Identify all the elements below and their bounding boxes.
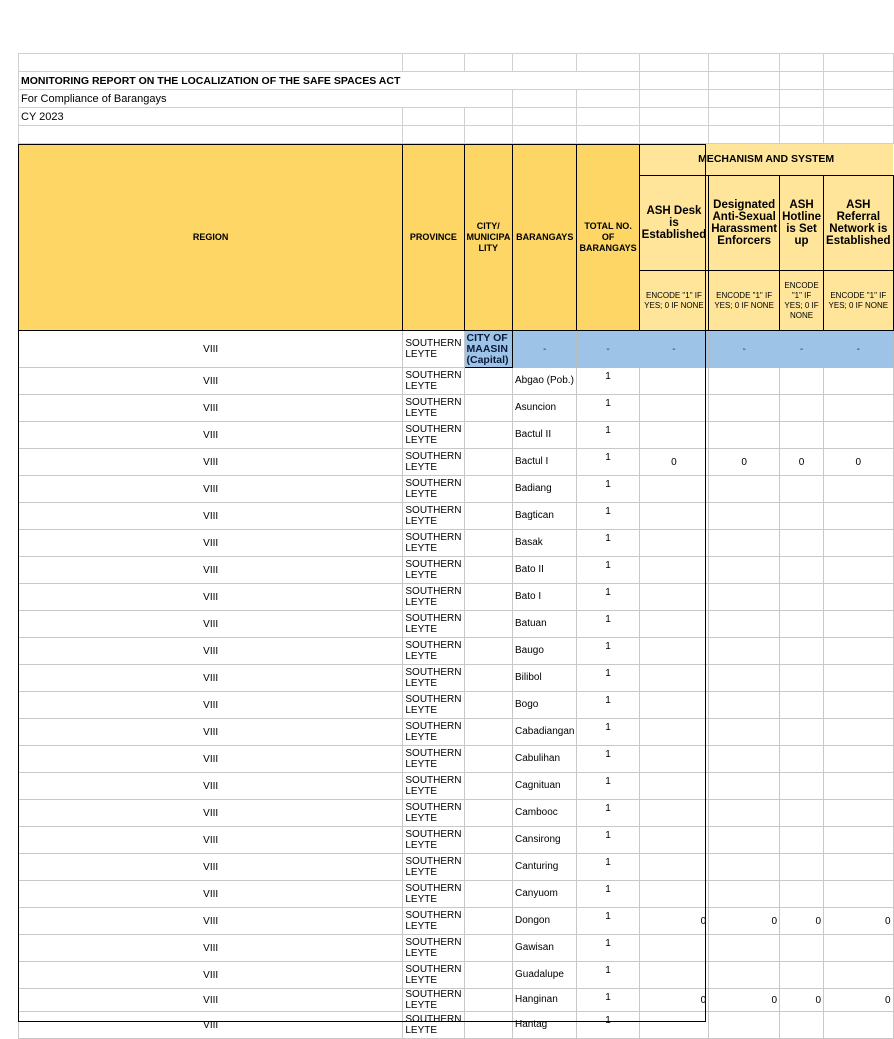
table-row-city — [19, 331, 894, 368]
cell-city[interactable] — [464, 449, 512, 476]
cell-hotline[interactable] — [780, 935, 824, 962]
cell-region[interactable]: VIII — [19, 611, 403, 638]
cell-hotline[interactable]: 0 — [780, 989, 824, 1012]
cell-ash-desk[interactable] — [639, 1012, 709, 1039]
cell-referral[interactable] — [824, 503, 894, 530]
cell-province[interactable]: SOUTHERN LEYTE — [403, 665, 464, 692]
cell-enforcers[interactable] — [709, 530, 780, 557]
cell-barangay[interactable]: Abgao (Pob.) — [512, 368, 577, 395]
cell-referral[interactable] — [824, 638, 894, 665]
cell-referral[interactable] — [824, 476, 894, 503]
cell-hotline[interactable] — [780, 719, 824, 746]
table-row — [19, 503, 894, 530]
cell-province[interactable]: SOUTHERN LEYTE — [403, 449, 464, 476]
cell-referral[interactable] — [824, 395, 894, 422]
cell-ash-desk[interactable] — [639, 692, 709, 719]
cell-city[interactable] — [464, 557, 512, 584]
cell-hotline[interactable] — [780, 584, 824, 611]
cell-hotline[interactable]: - — [780, 331, 824, 368]
cell-province[interactable]: SOUTHERN LEYTE — [403, 611, 464, 638]
cell-barangay[interactable]: Bagtican — [512, 503, 577, 530]
cell-enforcers[interactable]: - — [709, 331, 780, 368]
cell-barangay[interactable]: Cabulihan — [512, 746, 577, 773]
header-total[interactable]: TOTAL NO. OF BARANGAYS — [577, 144, 639, 331]
cell-enforcers[interactable] — [709, 719, 780, 746]
cell-city[interactable] — [464, 908, 512, 935]
cell-ash-desk[interactable] — [639, 746, 709, 773]
cell-hotline[interactable] — [780, 557, 824, 584]
cell-region[interactable]: VIII — [19, 935, 403, 962]
table-row — [19, 557, 894, 584]
cell-hotline[interactable] — [780, 476, 824, 503]
cell-province[interactable]: SOUTHERN LEYTE — [403, 368, 464, 395]
cell-barangay[interactable]: Cabadiangan — [512, 719, 577, 746]
cell-province[interactable]: SOUTHERN LEYTE — [403, 530, 464, 557]
cell-total[interactable]: 1 — [577, 449, 639, 476]
cell-enforcers[interactable] — [709, 557, 780, 584]
cell-barangay[interactable]: Bato II — [512, 557, 577, 584]
cell-region[interactable]: VIII — [19, 665, 403, 692]
cell-total[interactable]: 1 — [577, 395, 639, 422]
cell-hotline[interactable] — [780, 746, 824, 773]
cell-region[interactable]: VIII — [19, 368, 403, 395]
cell-region[interactable]: VIII — [19, 854, 403, 881]
cell-ash-desk[interactable] — [639, 611, 709, 638]
cell-barangay[interactable]: Batuan — [512, 611, 577, 638]
cell-barangay[interactable]: Gawisan — [512, 935, 577, 962]
cell-enforcers[interactable] — [709, 584, 780, 611]
cell-enforcers[interactable]: 0 — [709, 449, 780, 476]
header-enforcers[interactable]: Designated Anti-Sexual Harassment Enforcers — [709, 176, 780, 271]
cell-hotline[interactable] — [780, 773, 824, 800]
cell-total[interactable]: 1 — [577, 881, 639, 908]
cell-province[interactable]: SOUTHERN LEYTE — [403, 638, 464, 665]
cell-province[interactable]: SOUTHERN LEYTE — [403, 692, 464, 719]
cell-region[interactable]: VIII — [19, 1012, 403, 1039]
cell-referral[interactable]: - — [824, 331, 894, 368]
cell-total[interactable]: 1 — [577, 719, 639, 746]
cell-city[interactable] — [464, 827, 512, 854]
cell-hotline[interactable] — [780, 854, 824, 881]
cell-city[interactable] — [464, 503, 512, 530]
cell-ash-desk[interactable] — [639, 800, 709, 827]
header-encode-desk[interactable]: ENCODE "1" IF YES; 0 IF NONE — [639, 271, 709, 331]
table-row — [19, 449, 894, 476]
cell-region[interactable]: VIII — [19, 989, 403, 1012]
cell-barangay[interactable]: Dongon — [512, 908, 577, 935]
cell-barangay[interactable]: Bactul II — [512, 422, 577, 449]
cell-enforcers[interactable] — [709, 1012, 780, 1039]
report-year[interactable]: CY 2023 — [19, 108, 403, 126]
cell-region[interactable]: VIII — [19, 773, 403, 800]
spreadsheet — [18, 53, 894, 1039]
cell-hotline[interactable] — [780, 692, 824, 719]
cell-referral[interactable] — [824, 800, 894, 827]
cell-city[interactable] — [464, 665, 512, 692]
cell-region[interactable]: VIII — [19, 908, 403, 935]
report-subtitle[interactable]: For Compliance of Barangays — [19, 90, 403, 108]
cell-region[interactable]: VIII — [19, 827, 403, 854]
cell-province[interactable]: SOUTHERN LEYTE — [403, 827, 464, 854]
table-row — [19, 719, 894, 746]
cell-region[interactable]: VIII — [19, 557, 403, 584]
cell-total[interactable]: 1 — [577, 773, 639, 800]
cell-region[interactable]: VIII — [19, 881, 403, 908]
cell-city[interactable] — [464, 638, 512, 665]
cell-enforcers[interactable] — [709, 503, 780, 530]
cell-province[interactable]: SOUTHERN LEYTE — [403, 989, 464, 1012]
cell-city[interactable] — [464, 962, 512, 989]
cell-hotline[interactable] — [780, 530, 824, 557]
cell-province[interactable]: SOUTHERN LEYTE — [403, 1012, 464, 1039]
cell-referral[interactable] — [824, 557, 894, 584]
cell-hotline[interactable]: 0 — [780, 908, 824, 935]
cell-region[interactable]: VIII — [19, 692, 403, 719]
cell-total[interactable]: 1 — [577, 827, 639, 854]
cell-province[interactable]: SOUTHERN LEYTE — [403, 719, 464, 746]
cell-referral[interactable] — [824, 746, 894, 773]
header-mechanism-group[interactable]: MECHANISM AND SYSTEM — [639, 144, 893, 176]
cell-region[interactable]: VIII — [19, 962, 403, 989]
cell-province[interactable]: SOUTHERN LEYTE — [403, 746, 464, 773]
cell-region[interactable]: VIII — [19, 476, 403, 503]
cell-total[interactable]: 1 — [577, 665, 639, 692]
cell-total[interactable]: 1 — [577, 422, 639, 449]
table-row — [19, 800, 894, 827]
cell-referral[interactable] — [824, 692, 894, 719]
cell-city[interactable] — [464, 530, 512, 557]
cell-enforcers[interactable] — [709, 422, 780, 449]
cell-province[interactable]: SOUTHERN LEYTE — [403, 800, 464, 827]
cell-ash-desk[interactable] — [639, 935, 709, 962]
cell-referral[interactable] — [824, 530, 894, 557]
cell-ash-desk[interactable] — [639, 962, 709, 989]
cell-hotline[interactable] — [780, 611, 824, 638]
cell-enforcers[interactable]: 0 — [709, 908, 780, 935]
cell-ash-desk[interactable] — [639, 719, 709, 746]
cell-enforcers[interactable] — [709, 746, 780, 773]
cell-total[interactable]: 1 — [577, 692, 639, 719]
cell-barangay[interactable]: Basak — [512, 530, 577, 557]
cell-enforcers[interactable] — [709, 692, 780, 719]
cell-referral[interactable] — [824, 719, 894, 746]
cell-region[interactable]: VIII — [19, 503, 403, 530]
cell-referral[interactable] — [824, 665, 894, 692]
table-row — [19, 368, 894, 395]
header-referral[interactable]: ASH Referral Network is Established — [824, 176, 894, 271]
cell-ash-desk[interactable] — [639, 503, 709, 530]
table-row — [19, 638, 894, 665]
cell-hotline[interactable] — [780, 422, 824, 449]
cell-referral[interactable] — [824, 881, 894, 908]
report-title[interactable]: MONITORING REPORT ON THE LOCALIZATION OF THE SAFE SPACES ACT — [19, 72, 403, 90]
cell-barangay[interactable]: Hantag — [512, 1012, 577, 1039]
cell-barangay[interactable]: Cagnituan — [512, 773, 577, 800]
cell-total[interactable]: 1 — [577, 908, 639, 935]
cell-ash-desk[interactable] — [639, 638, 709, 665]
cell-ash-desk[interactable] — [639, 773, 709, 800]
table-row — [19, 908, 894, 935]
table-row — [19, 584, 894, 611]
cell-enforcers[interactable] — [709, 476, 780, 503]
report-table — [18, 53, 894, 1039]
cell-province[interactable]: SOUTHERN LEYTE — [403, 503, 464, 530]
cell-enforcers[interactable] — [709, 827, 780, 854]
cell-city[interactable] — [464, 1012, 512, 1039]
cell-referral[interactable]: 0 — [824, 449, 894, 476]
cell-ash-desk[interactable]: 0 — [639, 908, 709, 935]
cell-region[interactable]: VIII — [19, 530, 403, 557]
table-row — [19, 935, 894, 962]
cell-barangay[interactable]: - — [512, 331, 577, 368]
cell-region[interactable]: VIII — [19, 638, 403, 665]
cell-enforcers[interactable] — [709, 881, 780, 908]
cell-ash-desk[interactable] — [639, 530, 709, 557]
cell-ash-desk[interactable]: 0 — [639, 449, 709, 476]
cell-hotline[interactable]: 0 — [780, 449, 824, 476]
cell-city[interactable] — [464, 989, 512, 1012]
cell-enforcers[interactable] — [709, 773, 780, 800]
header-encode-hotline[interactable]: ENCODE "1" IF YES; 0 IF NONE — [780, 271, 824, 331]
cell-barangay[interactable]: Badiang — [512, 476, 577, 503]
header-hotline[interactable]: ASH Hotline is Set up — [780, 176, 824, 271]
cell-city[interactable]: CITY OF MAASIN (Capital) — [464, 331, 512, 368]
cell-barangay[interactable]: Cambooc — [512, 800, 577, 827]
cell-enforcers[interactable] — [709, 935, 780, 962]
cell-region[interactable]: VIII — [19, 746, 403, 773]
table-row — [19, 854, 894, 881]
cell-city[interactable] — [464, 368, 512, 395]
table-row — [19, 530, 894, 557]
cell-referral[interactable] — [824, 854, 894, 881]
cell-hotline[interactable] — [780, 1012, 824, 1039]
cell-hotline[interactable] — [780, 800, 824, 827]
cell-ash-desk[interactable] — [639, 395, 709, 422]
table-row — [19, 746, 894, 773]
cell-barangay[interactable]: Asuncion — [512, 395, 577, 422]
cell-city[interactable] — [464, 935, 512, 962]
header-city[interactable]: CITY/ MUNICIPA LITY — [464, 144, 512, 331]
cell-enforcers[interactable] — [709, 854, 780, 881]
cell-region[interactable]: VIII — [19, 800, 403, 827]
cell-referral[interactable] — [824, 962, 894, 989]
cell-enforcers[interactable] — [709, 395, 780, 422]
cell-referral[interactable] — [824, 935, 894, 962]
cell-ash-desk[interactable] — [639, 476, 709, 503]
table-row — [19, 422, 894, 449]
cell-total[interactable]: 1 — [577, 584, 639, 611]
cell-city[interactable] — [464, 800, 512, 827]
table-row — [19, 827, 894, 854]
table-row — [19, 881, 894, 908]
cell-province[interactable]: SOUTHERN LEYTE — [403, 773, 464, 800]
cell-ash-desk[interactable] — [639, 368, 709, 395]
table-row — [19, 665, 894, 692]
cell-enforcers[interactable]: 0 — [709, 989, 780, 1012]
cell-barangay[interactable]: Cansirong — [512, 827, 577, 854]
cell-region[interactable]: VIII — [19, 719, 403, 746]
cell-total[interactable]: 1 — [577, 638, 639, 665]
cell-total[interactable]: 1 — [577, 503, 639, 530]
cell-hotline[interactable] — [780, 638, 824, 665]
cell-referral[interactable]: 0 — [824, 989, 894, 1012]
cell-ash-desk[interactable]: - — [639, 331, 709, 368]
cell-enforcers[interactable] — [709, 962, 780, 989]
cell-total[interactable]: 1 — [577, 530, 639, 557]
cell-region[interactable]: VIII — [19, 449, 403, 476]
cell-city[interactable] — [464, 854, 512, 881]
cell-province[interactable]: SOUTHERN LEYTE — [403, 854, 464, 881]
cell-province[interactable]: SOUTHERN LEYTE — [403, 584, 464, 611]
cell-total[interactable]: 1 — [577, 611, 639, 638]
cell-referral[interactable] — [824, 773, 894, 800]
cell-total[interactable]: - — [577, 331, 639, 368]
cell-barangay[interactable]: Bogo — [512, 692, 577, 719]
cell-ash-desk[interactable] — [639, 422, 709, 449]
cell-region[interactable]: VIII — [19, 395, 403, 422]
cell-province[interactable]: SOUTHERN LEYTE — [403, 881, 464, 908]
cell-total[interactable]: 1 — [577, 962, 639, 989]
cell-enforcers[interactable] — [709, 800, 780, 827]
header-region[interactable]: REGION — [19, 144, 403, 331]
header-ash-desk[interactable]: ASH Desk is Established — [639, 176, 709, 271]
cell-province[interactable]: SOUTHERN LEYTE — [403, 422, 464, 449]
cell-hotline[interactable] — [780, 962, 824, 989]
cell-province[interactable]: SOUTHERN LEYTE — [403, 331, 464, 368]
cell-city[interactable] — [464, 395, 512, 422]
cell-ash-desk[interactable] — [639, 557, 709, 584]
cell-referral[interactable] — [824, 584, 894, 611]
table-header — [19, 144, 894, 331]
cell-barangay[interactable]: Guadalupe — [512, 962, 577, 989]
table-row — [19, 395, 894, 422]
cell-ash-desk[interactable] — [639, 584, 709, 611]
cell-city[interactable] — [464, 422, 512, 449]
cell-total[interactable]: 1 — [577, 557, 639, 584]
table-row — [19, 611, 894, 638]
cell-total[interactable]: 1 — [577, 989, 639, 1012]
table-row — [19, 962, 894, 989]
cell-hotline[interactable] — [780, 368, 824, 395]
header-encode-referral[interactable]: ENCODE "1" IF YES; 0 IF NONE — [824, 271, 894, 331]
cell-enforcers[interactable] — [709, 368, 780, 395]
cell-barangay[interactable]: Baugo — [512, 638, 577, 665]
cell-hotline[interactable] — [780, 827, 824, 854]
header-province[interactable]: PROVINCE — [403, 144, 464, 331]
header-encode-enforcers[interactable]: ENCODE "1" IF YES; 0 IF NONE — [709, 271, 780, 331]
cell-barangay[interactable]: Hanginan — [512, 989, 577, 1012]
table-row — [19, 989, 894, 1012]
cell-barangay[interactable]: Canyuom — [512, 881, 577, 908]
cell-province[interactable]: SOUTHERN LEYTE — [403, 962, 464, 989]
cell-city[interactable] — [464, 692, 512, 719]
cell-city[interactable] — [464, 773, 512, 800]
cell-city[interactable] — [464, 881, 512, 908]
cell-total[interactable]: 1 — [577, 1012, 639, 1039]
cell-referral[interactable] — [824, 611, 894, 638]
cell-region[interactable]: VIII — [19, 331, 403, 368]
table-row — [19, 476, 894, 503]
cell-total[interactable]: 1 — [577, 800, 639, 827]
cell-barangay[interactable]: Canturing — [512, 854, 577, 881]
cell-ash-desk[interactable] — [639, 881, 709, 908]
cell-referral[interactable] — [824, 422, 894, 449]
cell-barangay[interactable]: Bactul I — [512, 449, 577, 476]
cell-enforcers[interactable] — [709, 638, 780, 665]
cell-total[interactable]: 1 — [577, 746, 639, 773]
cell-ash-desk[interactable] — [639, 665, 709, 692]
cell-total[interactable]: 1 — [577, 935, 639, 962]
cell-referral[interactable] — [824, 1012, 894, 1039]
cell-total[interactable]: 1 — [577, 476, 639, 503]
cell-enforcers[interactable] — [709, 611, 780, 638]
table-row — [19, 692, 894, 719]
cell-total[interactable]: 1 — [577, 368, 639, 395]
cell-city[interactable] — [464, 584, 512, 611]
cell-ash-desk[interactable] — [639, 827, 709, 854]
cell-city[interactable] — [464, 611, 512, 638]
cell-referral[interactable] — [824, 368, 894, 395]
cell-province[interactable]: SOUTHERN LEYTE — [403, 476, 464, 503]
cell-region[interactable]: VIII — [19, 584, 403, 611]
cell-city[interactable] — [464, 476, 512, 503]
cell-hotline[interactable] — [780, 665, 824, 692]
cell-enforcers[interactable] — [709, 665, 780, 692]
cell-province[interactable]: SOUTHERN LEYTE — [403, 935, 464, 962]
cell-ash-desk[interactable] — [639, 854, 709, 881]
table-row — [19, 1012, 894, 1039]
cell-city[interactable] — [464, 746, 512, 773]
cell-barangay[interactable]: Bilibol — [512, 665, 577, 692]
cell-region[interactable]: VIII — [19, 422, 403, 449]
cell-city[interactable] — [464, 719, 512, 746]
cell-referral[interactable] — [824, 827, 894, 854]
cell-province[interactable]: SOUTHERN LEYTE — [403, 908, 464, 935]
table-row — [19, 773, 894, 800]
cell-hotline[interactable] — [780, 395, 824, 422]
cell-hotline[interactable] — [780, 503, 824, 530]
cell-barangay[interactable]: Bato I — [512, 584, 577, 611]
cell-referral[interactable]: 0 — [824, 908, 894, 935]
header-barangays[interactable]: BARANGAYS — [512, 144, 577, 331]
cell-hotline[interactable] — [780, 881, 824, 908]
cell-province[interactable]: SOUTHERN LEYTE — [403, 557, 464, 584]
cell-province[interactable]: SOUTHERN LEYTE — [403, 395, 464, 422]
cell-total[interactable]: 1 — [577, 854, 639, 881]
cell-ash-desk[interactable]: 0 — [639, 989, 709, 1012]
